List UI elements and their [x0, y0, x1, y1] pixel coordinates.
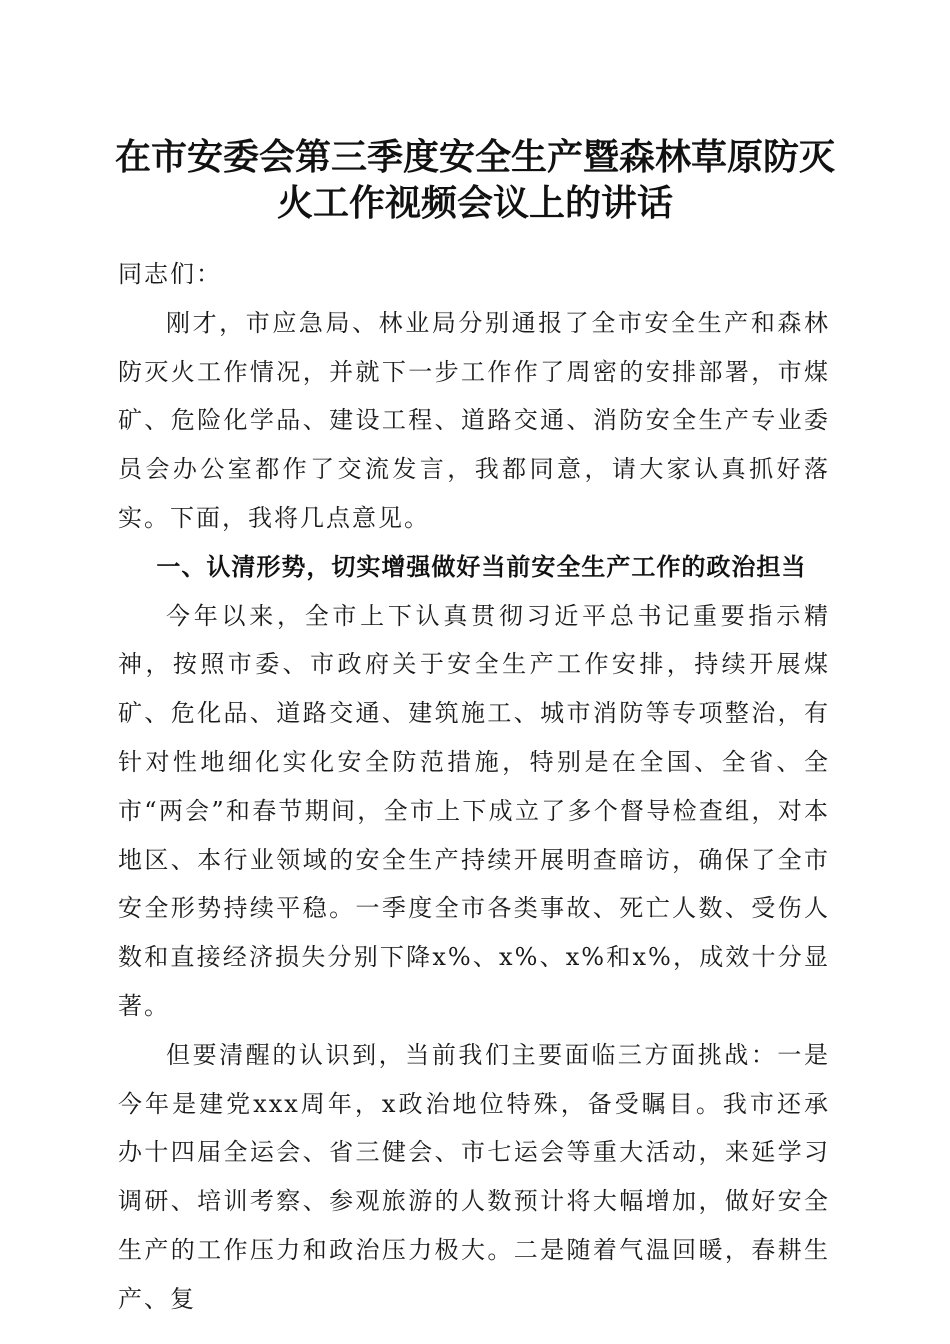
section-heading-1: 一、认清形势，切实增强做好当前安全生产工作的政治担当: [156, 552, 807, 581]
document-body: [118, 250, 830, 1324]
paragraph-challenges: 但要清醒的认识到，当前我们主要面临三方面挑战：一是今年是建党xxx周年，x政治地位特殊，备受瞩目。我市还承办十四届全运会、省三健会、市七运会等重大活动，来延学习调研、培训考察、参观旅游的人数预计将大幅增加，做好安全生产的工作压力和政治压力极大。二是随着气温回暖，春耕生产、复: [118, 1040, 830, 1313]
document-title-line2: 火工作视频会议上的讲话: [276, 182, 673, 224]
paragraph-situation: 今年以来，全市上下认真贯彻习近平总书记重要指示精神，按照市委、市政府关于安全生产工作安排，持续开展煤矿、危化品、道路交通、建筑施工、城市消防等专项整治，有针对性地细化实化安全防范措施，特别是在全国、全省、全市“两会”和春节期间，全市上下成立了多个督导检查组，对本地区、本行业领域的安全生产持续开展明查暗访，确保了全市安全形势持续平稳。一季度全市各类事故、死亡人数、受伤人数和直接经济损失分别下降x%、x%、x%和x%，成效十分显著。: [118, 601, 830, 1020]
paragraph-opening: 刚才，市应急局、林业局分别通报了全市安全生产和森林防灭火工作情况，并就下一步工作作了周密的安排部署，市煤矿、危险化学品、建设工程、道路交通、消防安全生产专业委员会办公室都作了交流发言，我都同意，请大家认真抓好落实。下面，我将几点意见。: [118, 308, 830, 532]
salutation: 同志们：: [118, 260, 222, 288]
document-title-line1: 在市安委会第三季度安全生产暨森林草原防灭: [114, 136, 835, 178]
